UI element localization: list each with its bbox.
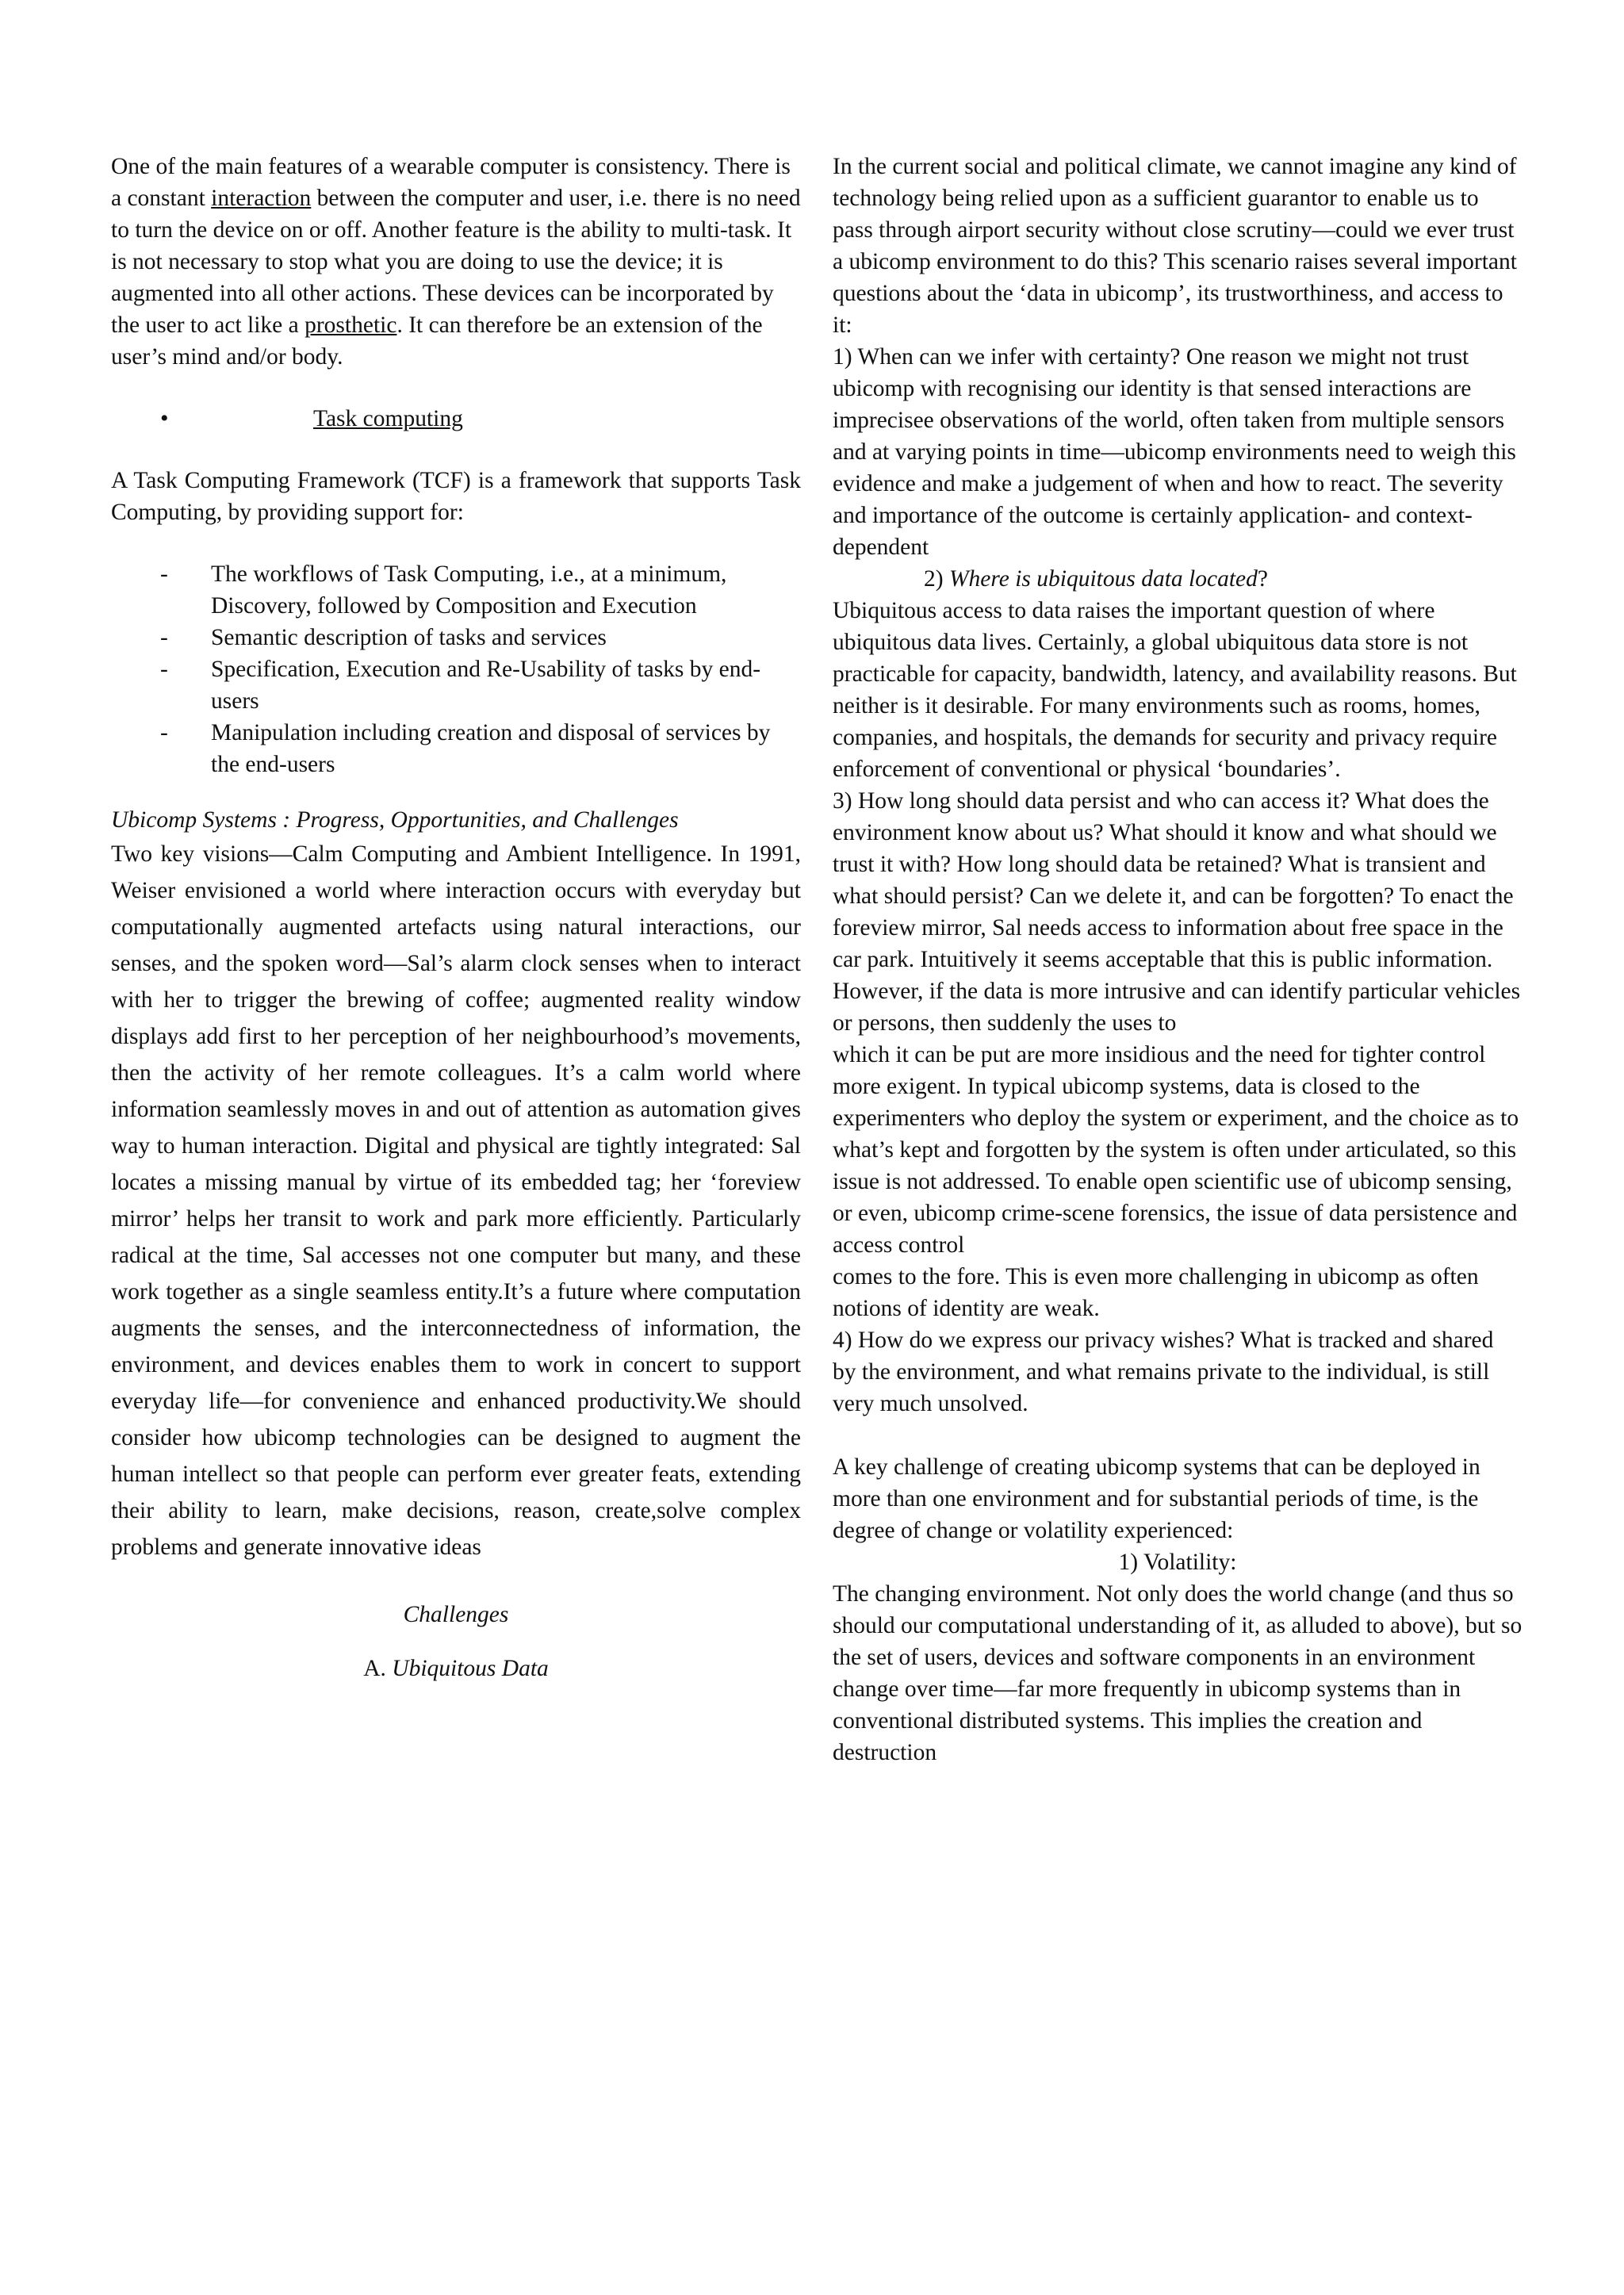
ubicomp-section-heading: Ubicomp Systems : Progress, Opportunities, and Challenges <box>111 807 679 833</box>
list-item: - The workflows of Task Computing, i.e., at a minimum, Discovery, followed by Composition and Execution <box>111 558 801 622</box>
ubicomp-body-paragraph: Two key visions—Calm Computing and Ambient Intelligence. In 1991, Weiser envisioned a world where interaction occurs with everyday but computationally augmented artefacts using natural interactions, our senses, and the spoken word—Sal’s alarm clock senses when to interact with her to trigger the brewing of coffee; augmented reality window displays add first to her perception of her neighbourhood’s movements, then the activity of her remote colleagues. It’s a calm world where information seamlessly moves in and out of attention as automation gives way to human interaction. Digital and physical are tightly integrated: Sal locates a missing manual by virtue of its embedded tag; her ‘foreview mirror’ helps her transit to work and park more efficiently. Particularly radical at the time, Sal accesses not one computer but many, and these work together as a single seamless entity.It’s a future where computation augments the senses, and the interconnectedness of information, the environment, and devices enables them to work in concert to support everyday life—for convenience and enhanced productivity.We should consider how ubicomp technologies can be designed to augment the human intellect so that people can perform ever greater feats, extending their ability to learn, make decisions, reason, create,solve complex problems and generate innovative ideas <box>111 841 801 1560</box>
question-1-paragraph: 1) When can we infer with certainty? One reason we might not trust ubicomp with recognising our identity is that sensed interactions are imprecisee observations of the world, often taken from multiple sensors and at varying points in time—ubicomp environments need to weigh this evidence and make a judgement of when and how to react. The severity and importance of the outcome is certainly application- and context-dependent <box>833 344 1516 560</box>
task-computing-bullet <box>111 403 801 435</box>
question-3-conclusion: comes to the fore. This is even more challenging in ubicomp as often notions of identity are weak. <box>833 1264 1479 1321</box>
key-challenge-paragraph: A key challenge of creating ubicomp systems that can be deployed in more than one environment and for substantial periods of time, is the degree of change or volatility experienced: <box>833 1454 1480 1543</box>
question-2-body: Ubiquitous access to data raises the important question of where ubiquitous data lives. Certainly, a global ubiquitous data store is not practicable for capacity, bandwidth, latency, and availability reasons. But neither is it desirable. For many environments such as rooms, homes, companies, and hospitals, the demands for security and privacy require enforcement of conventional or physical ‘boundaries’. <box>833 598 1517 782</box>
question-4-paragraph: 4) How do we express our privacy wishes? What is tracked and shared by the environment, and what remains private to the individual, is still very much unsolved. <box>833 1328 1494 1416</box>
question-3-continued: which it can be put are more insidious and the need for tighter control more exigent. In typical ubicomp systems, data is closed to the experimenters who deploy the system or experiment, and the choice as to what’s kept and forgotten by the system is often under articulated, so this issue is not addressed. To enable open scientific use of ubicomp sensing, or even, ubicomp crime-scene forensics, the issue of data persistence and access control <box>833 1042 1519 1258</box>
ubiquitous-data-heading: A. Ubiquitous Data <box>363 1656 549 1681</box>
dash-icon: - <box>160 625 168 650</box>
challenges-heading: Challenges <box>403 1602 509 1627</box>
list-item: - Manipulation including creation and disposal of services by the end-users <box>111 717 801 780</box>
right-column <box>833 151 1522 1768</box>
prosthetic-link[interactable]: prosthetic <box>304 312 397 338</box>
task-computing-heading: Task computing <box>313 406 463 431</box>
list-item: - Semantic description of tasks and services <box>111 622 801 653</box>
airport-paragraph: In the current social and political climate, we cannot imagine any kind of technology being relied upon as a sufficient guarantor to enable us to pass through airport security without close scrutiny—could we ever trust a ubicomp environment to do this? This scenario raises several important questions about the ‘data in ubicomp’, its trustworthiness, and access to it: <box>833 154 1517 338</box>
interaction-link[interactable]: interaction <box>211 186 312 211</box>
dash-icon: - <box>160 561 168 587</box>
volatility-heading: 1) Volatility: <box>1118 1550 1237 1575</box>
bullet-icon: • <box>160 405 169 431</box>
tcf-intro-paragraph: A Task Computing Framework (TCF) is a framework that supports Task Computing, by providing support for: <box>111 468 801 525</box>
wearable-paragraph: One of the main features of a wearable computer is consistency. There is a constant interaction between the computer and user, i.e. there is no need to turn the device on or off. Another feature is the ability to multi-task. It is not necessary to stop what you are doing to use the device; it is augmented into all other actions. These devices can be incorporated by the user to act like a prosthetic. It can therefore be an extension of the user’s mind and/or body. <box>111 154 801 370</box>
list-item: - Specification, Execution and Re-Usability of tasks by end-users <box>111 653 801 717</box>
left-column <box>111 151 801 1684</box>
question-3-paragraph: 3) How long should data persist and who can access it? What does the environment know about us? What should it know and what should we trust it with? How long should data be retained? What is transient and what should persist? Can we delete it, and can be forgotten? To enact the foreview mirror, Sal needs access to information about free space in the car park. Intuitively it seems acceptable that this is public information. However, if the data is more intrusive and can identify particular vehicles or persons, then suddenly the uses to <box>833 788 1521 1036</box>
dash-icon: - <box>160 657 168 682</box>
question-2-heading: 2) Where is ubiquitous data located? <box>924 566 1268 592</box>
tcf-feature-list <box>111 558 801 780</box>
dash-icon: - <box>160 720 168 745</box>
volatility-body: The changing environment. Not only does the world change (and thus so should our computational understanding of it, as alluded to above), but so the set of users, devices and software components in an environment change over time—far more frequently in ubicomp systems than in conventional distributed systems. This implies the creation and destruction <box>833 1581 1522 1765</box>
